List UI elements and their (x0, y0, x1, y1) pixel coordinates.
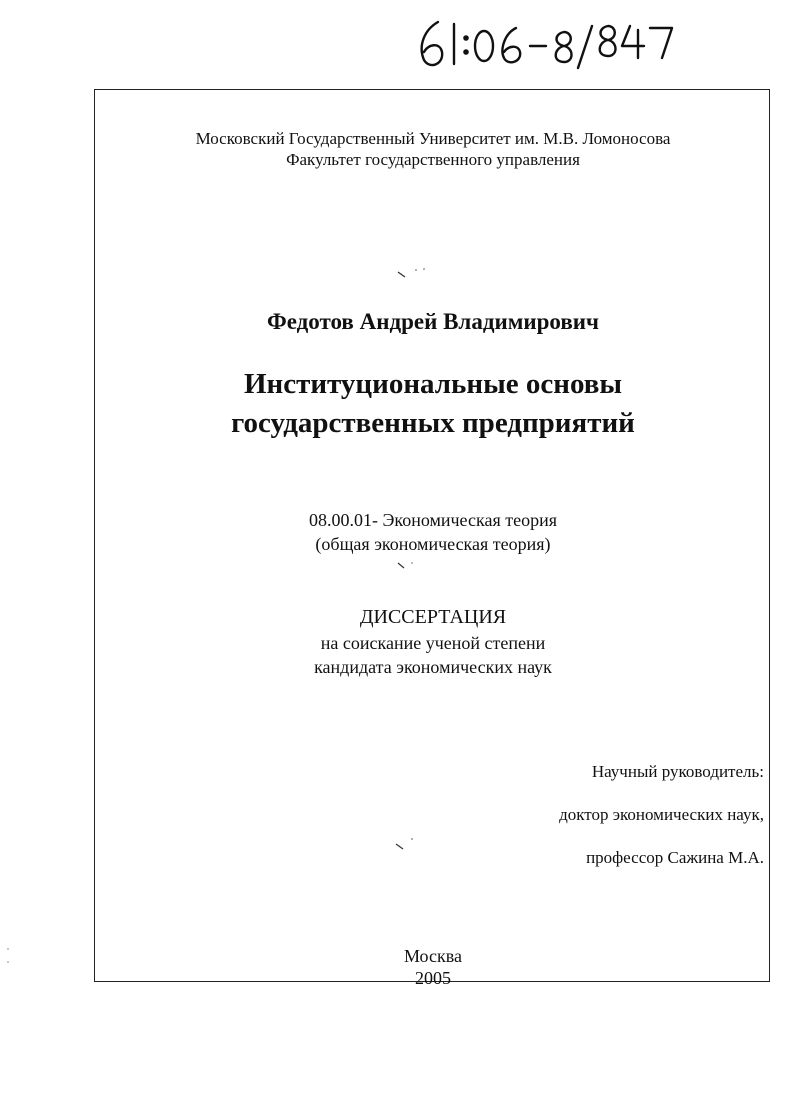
specialty-name: (общая экономическая теория) (315, 534, 551, 554)
dissertation-title-line-2: государственных предприятий (231, 407, 635, 439)
document-type: ДИССЕРТАЦИЯ (359, 606, 507, 628)
scan-speck (5, 946, 11, 966)
advisor-degree: доктор экономических наук, (559, 805, 764, 824)
advisor-label: Научный руководитель: (591, 762, 764, 781)
degree-line-1: на соискание ученой степени (320, 633, 546, 653)
university-name: Московский Государственный Университет им. М.В. Ломоносова (195, 129, 671, 148)
scan-speck (396, 560, 420, 572)
scan-speck (396, 266, 432, 282)
author-name: Федотов Андрей Владимирович (267, 309, 599, 334)
handwritten-archive-code (408, 12, 688, 72)
faculty-name: Факультет государственного управления (286, 150, 580, 169)
specialty-code: 08.00.01- Экономическая теория (308, 510, 557, 530)
year: 2005 (415, 968, 451, 988)
dissertation-title-line-1: Институциональные основы (243, 368, 623, 400)
degree-line-2: кандидата экономических наук (314, 657, 552, 677)
city: Москва (404, 946, 462, 966)
scan-speck (394, 836, 420, 852)
advisor-name: профессор Сажина М.А. (586, 848, 764, 867)
